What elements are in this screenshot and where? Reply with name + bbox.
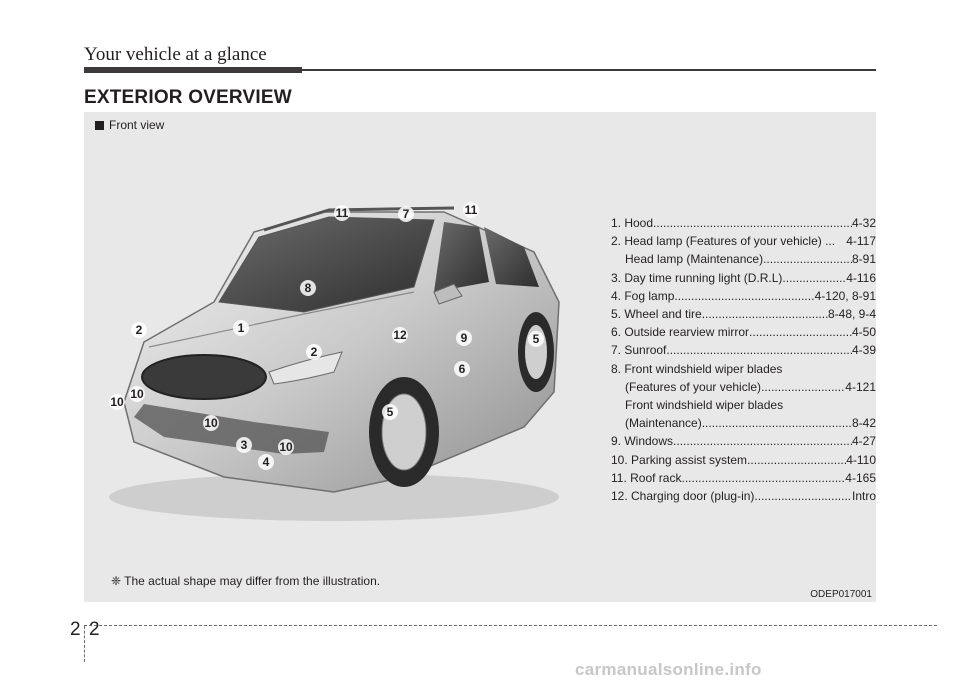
legend-leader-dots — [681, 469, 845, 487]
section-title: EXTERIOR OVERVIEW — [84, 87, 292, 108]
legend-item — [611, 287, 876, 305]
legend-item — [611, 214, 876, 232]
legend-item-page: 4-120, 8-91 — [814, 288, 876, 303]
footer-rule — [84, 625, 937, 626]
view-label-text: Front view — [109, 118, 165, 132]
callout-number: 3 — [240, 438, 248, 452]
legend-item — [611, 360, 876, 378]
legend-item-page: 8-48, 9-4 — [827, 307, 876, 322]
legend-item-page: 4-116 — [846, 270, 876, 285]
legend-item-label: 4. Fog lamp — [611, 288, 675, 303]
exterior-panel — [84, 112, 876, 602]
callout-number: 9 — [460, 331, 468, 345]
legend-leader-dots — [782, 269, 846, 287]
callout-number: 1 — [237, 321, 245, 335]
legend-item-label: Front windshield wiper blades — [625, 398, 784, 413]
legend-item — [611, 451, 876, 469]
legend-item-page: 8-42 — [851, 416, 876, 431]
car-illustration — [104, 192, 574, 532]
callout-number: 10 — [204, 416, 218, 430]
legend-item — [611, 396, 876, 414]
callout-number: 5 — [532, 332, 540, 346]
callout-number: 10 — [130, 387, 144, 401]
legend-item-page: 4-50 — [851, 325, 876, 340]
callout-number: 12 — [393, 328, 407, 342]
callout-number: 7 — [402, 207, 410, 221]
legend-item — [611, 469, 876, 487]
callout-number: 8 — [304, 281, 312, 295]
legend-item-label: 1. Hood — [611, 216, 654, 230]
legend-item-label: Head lamp (Maintenance) — [625, 252, 764, 267]
legend-leader-dots — [666, 341, 852, 359]
footer-divider — [84, 626, 85, 662]
legend-leader-dots — [674, 287, 814, 305]
legend-leader-dots — [702, 414, 852, 432]
legend-leader-dots — [754, 487, 852, 505]
square-bullet-icon — [95, 121, 104, 130]
legend-leader-dots — [763, 250, 852, 268]
callout-number: 11 — [464, 203, 478, 217]
legend-item — [611, 250, 876, 268]
legend-item-label: 8. Front windshield wiper blades — [611, 361, 783, 376]
header-bar — [84, 67, 302, 73]
legend-item-page: 4-165 — [845, 470, 876, 485]
legend-item — [611, 432, 876, 450]
legend-item — [611, 487, 876, 505]
callout-number: 2 — [310, 345, 318, 359]
legend-item — [611, 323, 876, 341]
legend-item — [611, 305, 876, 323]
legend-item-page: 4-110 — [846, 452, 876, 467]
legend-item-label: 3. Day time running light (D.R.L) — [611, 270, 783, 285]
callout-number: 2 — [135, 323, 143, 337]
legend-item-label: 11. Roof rack — [611, 470, 682, 485]
callout-number: 11 — [335, 206, 349, 220]
header-title: Your vehicle at a glance — [84, 44, 267, 65]
callout-number: 4 — [262, 455, 270, 469]
callout-number: 10 — [279, 440, 293, 454]
legend-item — [611, 414, 876, 432]
page-chapter-number: 2 — [70, 619, 81, 640]
legend-leader-dots — [761, 378, 845, 396]
callout-number: 6 — [458, 362, 466, 376]
legend-item-page: 8-91 — [851, 252, 876, 267]
legend-item-label: 6. Outside rearview mirror — [611, 325, 750, 340]
legend-item-label: 9. Windows — [611, 434, 674, 449]
legend-item-label: 12. Charging door (plug-in) — [611, 489, 755, 504]
callout-number: 5 — [386, 405, 394, 419]
legend-item-page: Intro — [851, 489, 876, 504]
grille — [142, 355, 266, 399]
legend-item — [611, 378, 876, 396]
legend-item — [611, 232, 876, 250]
legend-leader-dots — [653, 214, 852, 232]
legend-leader-dots — [749, 323, 852, 341]
legend-leader-dots — [747, 451, 846, 469]
legend-item-label: 10. Parking assist system — [611, 452, 748, 467]
legend-item-page: 4-27 — [851, 434, 876, 449]
legend-item-page: 4-121 — [845, 379, 876, 394]
legend-item-label: 5. Wheel and tire — [611, 307, 702, 322]
legend-item-label: (Maintenance) — [625, 416, 702, 431]
legend-item — [611, 269, 876, 287]
legend-item-page: 4-32 — [851, 216, 876, 230]
view-label — [95, 118, 164, 132]
legend-leader-dots — [702, 305, 828, 323]
legend-item-page: 4-117 — [846, 234, 876, 249]
legend-item-label: 2. Head lamp (Features of your vehicle) ... — [611, 234, 836, 249]
watermark: carmanualsonline.info — [575, 660, 762, 679]
page-number: 2 — [89, 619, 100, 640]
header-rule — [302, 69, 876, 71]
callout-number: 10 — [110, 395, 124, 409]
legend-item-label: 7. Sunroof — [611, 343, 667, 358]
parts-legend — [611, 214, 876, 505]
image-code: ODEP017001 — [810, 589, 872, 600]
legend-leader-dots — [673, 432, 852, 450]
legend-item-page: 4-39 — [851, 343, 876, 358]
legend-item-label: (Features of your vehicle) — [625, 379, 762, 394]
illustration-note: ❈ The actual shape may differ from the illustration. — [111, 574, 381, 588]
legend-item — [611, 341, 876, 359]
